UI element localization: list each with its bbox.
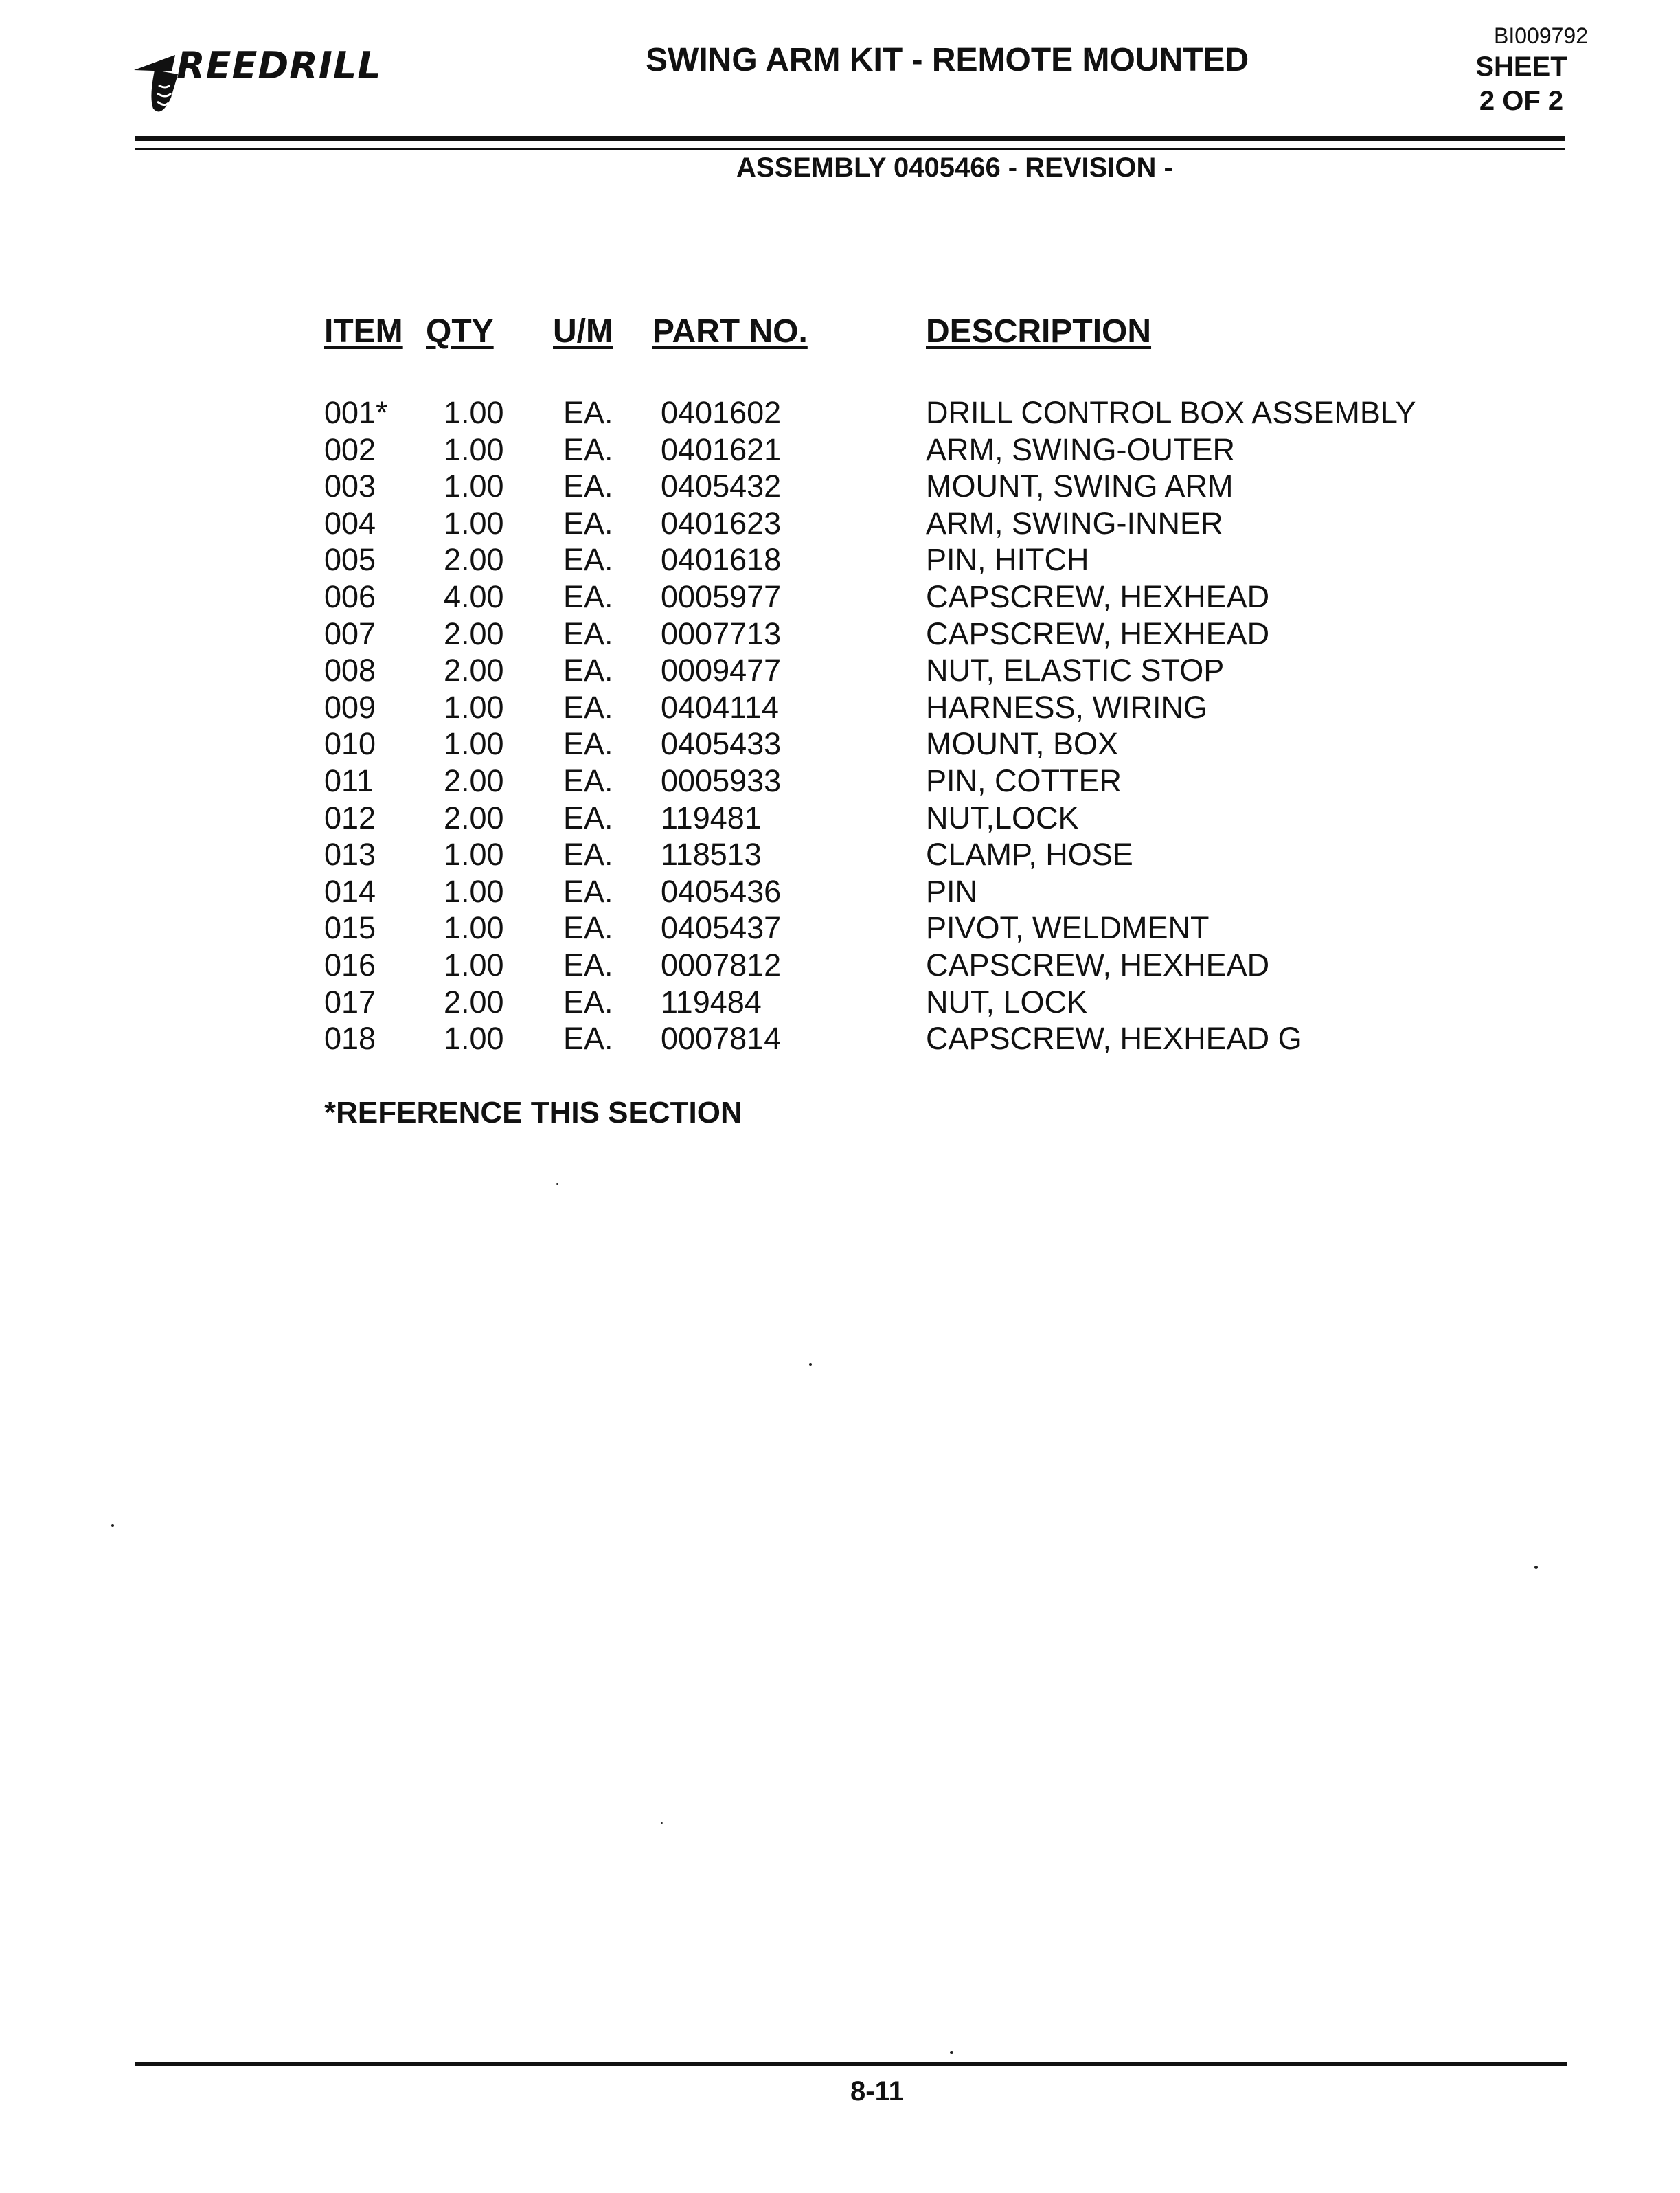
part-description: ARM, SWING-INNER (926, 505, 1223, 541)
unit-of-measure: EA. (563, 616, 613, 651)
unit-of-measure: EA. (563, 910, 613, 946)
unit-of-measure: EA. (563, 837, 613, 873)
part-description: PIN, COTTER (926, 763, 1122, 798)
table-row (0, 579, 1680, 616)
scan-speck (950, 2051, 953, 2054)
parts-table (0, 395, 1680, 1058)
part-number: 0405436 (661, 873, 782, 909)
part-number: 0401621 (661, 431, 782, 467)
table-row (0, 395, 1680, 432)
part-number: 0005977 (661, 578, 782, 614)
part-number: 119484 (661, 984, 762, 1020)
column-header-description: DESCRIPTION (926, 313, 1152, 350)
table-row (0, 469, 1680, 506)
quantity: 1.00 (444, 469, 504, 504)
quantity: 2.00 (444, 763, 504, 798)
item-number: 010 (324, 726, 376, 762)
quantity: 1.00 (444, 505, 504, 541)
part-number: 119481 (661, 800, 762, 835)
scan-speck (661, 1822, 663, 1824)
item-number: 011 (324, 763, 374, 798)
table-row (0, 1021, 1680, 1058)
table-row (0, 985, 1680, 1022)
part-number: 0007814 (661, 1021, 782, 1057)
quantity: 2.00 (444, 800, 504, 835)
quantity: 1.00 (444, 873, 504, 909)
item-number: 015 (324, 910, 376, 946)
unit-of-measure: EA. (563, 505, 613, 541)
scan-speck (556, 1183, 558, 1185)
table-row (0, 763, 1680, 800)
unit-of-measure: EA. (563, 542, 613, 578)
unit-of-measure: EA. (563, 653, 613, 688)
item-number: 004 (324, 505, 376, 541)
part-description: CAPSCREW, HEXHEAD (926, 578, 1270, 614)
item-number: 003 (324, 469, 376, 504)
quantity: 1.00 (444, 431, 504, 467)
unit-of-measure: EA. (563, 726, 613, 762)
table-row (0, 800, 1680, 837)
quantity: 2.00 (444, 653, 504, 688)
sheet-label: SHEET (1475, 52, 1567, 82)
part-description: CAPSCREW, HEXHEAD G (926, 1021, 1302, 1057)
part-number: 0005933 (661, 763, 782, 798)
column-header-um: U/M (553, 313, 613, 350)
brand-wordmark: REEDRILL (177, 44, 382, 87)
part-number: 0401623 (661, 505, 782, 541)
item-number: 001* (324, 395, 388, 430)
page-title: SWING ARM KIT - REMOTE MOUNTED (646, 42, 1249, 78)
column-header-part-no: PART NO. (652, 313, 808, 350)
item-number: 005 (324, 542, 376, 578)
part-number: 0404114 (661, 689, 779, 725)
scan-speck (111, 1524, 114, 1527)
quantity: 1.00 (444, 689, 504, 725)
quantity: 1.00 (444, 726, 504, 762)
item-number: 008 (324, 653, 376, 688)
brand-logo (134, 43, 381, 118)
table-row (0, 506, 1680, 543)
item-number: 018 (324, 1021, 376, 1057)
part-description: CAPSCREW, HEXHEAD (926, 947, 1270, 982)
quantity: 4.00 (444, 578, 504, 614)
part-description: MOUNT, BOX (926, 726, 1119, 762)
item-number: 016 (324, 947, 376, 982)
table-row (0, 653, 1680, 690)
unit-of-measure: EA. (563, 947, 613, 982)
unit-of-measure: EA. (563, 689, 613, 725)
quantity: 1.00 (444, 1021, 504, 1057)
sheet-value: 2 OF 2 (1479, 86, 1564, 116)
quantity: 2.00 (444, 984, 504, 1020)
table-row (0, 837, 1680, 874)
item-number: 009 (324, 689, 376, 725)
table-row (0, 432, 1680, 469)
part-number: 118513 (661, 837, 762, 873)
item-number: 014 (324, 873, 376, 909)
unit-of-measure: EA. (563, 984, 613, 1020)
quantity: 1.00 (444, 837, 504, 873)
item-number: 012 (324, 800, 376, 835)
table-row (0, 726, 1680, 763)
quantity: 1.00 (444, 910, 504, 946)
table-row (0, 947, 1680, 985)
assembly-subtitle: ASSEMBLY 0405466 - REVISION - (736, 153, 1173, 183)
quantity: 2.00 (444, 542, 504, 578)
part-description: ARM, SWING-OUTER (926, 431, 1235, 467)
item-number: 002 (324, 431, 376, 467)
table-row (0, 690, 1680, 727)
part-number: 0405433 (661, 726, 782, 762)
part-description: CAPSCREW, HEXHEAD (926, 616, 1270, 651)
unit-of-measure: EA. (563, 431, 613, 467)
unit-of-measure: EA. (563, 1021, 613, 1057)
part-number: 0007812 (661, 947, 782, 982)
part-description: MOUNT, SWING ARM (926, 469, 1234, 504)
document-id: BI009792 (1494, 23, 1589, 48)
unit-of-measure: EA. (563, 873, 613, 909)
drill-logo-icon (134, 43, 182, 118)
header-rule-thin (135, 148, 1565, 150)
unit-of-measure: EA. (563, 395, 613, 430)
footer-rule (135, 2062, 1567, 2066)
quantity: 1.00 (444, 947, 504, 982)
reference-footnote: *REFERENCE THIS SECTION (324, 1096, 742, 1129)
table-row (0, 910, 1680, 947)
quantity: 2.00 (444, 616, 504, 651)
table-row (0, 616, 1680, 653)
unit-of-measure: EA. (563, 763, 613, 798)
scan-speck (1534, 1566, 1538, 1569)
part-description: PIN (926, 873, 978, 909)
header-rule (135, 136, 1565, 141)
part-number: 0401618 (661, 542, 782, 578)
quantity: 1.00 (444, 395, 504, 430)
unit-of-measure: EA. (563, 469, 613, 504)
column-header-item: ITEM (324, 313, 403, 350)
table-row (0, 874, 1680, 911)
part-description: PIN, HITCH (926, 542, 1089, 578)
part-description: HARNESS, WIRING (926, 689, 1208, 725)
sheet-indicator (1470, 49, 1573, 118)
scan-speck (809, 1363, 812, 1366)
unit-of-measure: EA. (563, 800, 613, 835)
item-number: 017 (324, 984, 376, 1020)
part-number: 0007713 (661, 616, 782, 651)
column-header-qty: QTY (426, 313, 494, 350)
table-row (0, 542, 1680, 579)
part-number: 0405432 (661, 469, 782, 504)
part-description: PIVOT, WELDMENT (926, 910, 1210, 946)
part-number: 0405437 (661, 910, 782, 946)
part-description: NUT, LOCK (926, 984, 1088, 1020)
part-description: NUT,LOCK (926, 800, 1079, 835)
unit-of-measure: EA. (563, 578, 613, 614)
part-number: 0401602 (661, 395, 782, 430)
part-description: NUT, ELASTIC STOP (926, 653, 1225, 688)
part-description: CLAMP, HOSE (926, 837, 1133, 873)
item-number: 006 (324, 578, 376, 614)
part-number: 0009477 (661, 653, 782, 688)
item-number: 007 (324, 616, 376, 651)
page-number: 8-11 (850, 2076, 904, 2106)
part-description: DRILL CONTROL BOX ASSEMBLY (926, 395, 1416, 430)
item-number: 013 (324, 837, 376, 873)
